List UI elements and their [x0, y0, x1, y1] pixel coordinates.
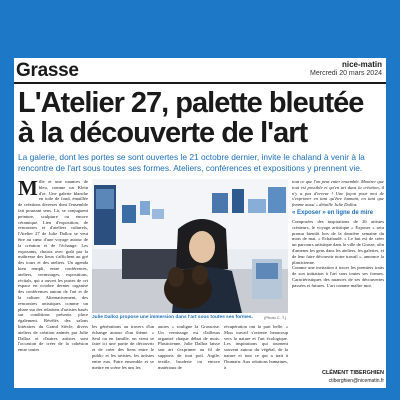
- article-column-1: [18, 179, 88, 388]
- photo-caption: Julie Dalloz propose une immersion dans l'art sous toutes ses formes.: [92, 315, 253, 320]
- headline-line-2: à la découverte de l'art: [18, 117, 308, 149]
- section-title: Grasse: [16, 60, 79, 81]
- subheading: « Exposer » en ligne de mire: [292, 209, 374, 216]
- gallery-photo-illustration: [92, 179, 288, 313]
- lower-column-2: autres » souligne la Grassoise. Un vernissage est d'ailleurs organisé chaque début de mois. Plasticienne, Julie Dalloz laisse son art s'exprimer au fil de supports de tout poil. Argile, textile, broderie ou encore matériaux de: [158, 324, 220, 370]
- author-email: ctiberghien@nicematin.fr: [328, 378, 384, 384]
- right-column-paragraph-2: Composées des inspirations de 26 artistes créateurs, le voyage artistique « Exposer » sera promu bientôt lors de la dernière semaine du mois de mai. « Echafaudé. » Le but est de créer un parcours artistique dans la ville de Grasse, afin d'amener les gens dans les ateliers, les galeries, et de leur faire découvrir notre travail », annonce la plasticienne.: [292, 218, 384, 265]
- headline: [18, 88, 384, 148]
- author-signature: CLÉMENT TIBERGHIEN: [321, 370, 384, 376]
- newspaper-brand: nice-matin: [341, 60, 382, 69]
- column-1-text: ille et une nuances de bleu, comme un Klein d'or. Une galerie blanche en toile de fond, émaillée de créations diverses dont l'ensemble fait pourtant sens. Là, se conjuguent peinture, sculpture ou encore céramique. Lieu d'exposition, de rencontres et d'ateliers culturels, l'Atelier 27 de Julie Dalloz se veut être au cœur d'une voyage autour de la création et de l'échange. Les exposants, choisis avec goût par la maîtresse des lieux s'affichent au gré des tours et des ateliers. Un agenda bien rempli, entre conférences, ateliers, vernissages, expositions, récitals, qui a ouvert les portes de cet espace en octobre dernier organise des conférences autour de l'art et de la culture. Alternativement, des rencontres artistiques comme un phare sur des relations d'artistes basés sur conditions présents place également. Révélés des salons littéraires du Grand Siècle, divers ateliers de création animés par Julie Dalloz et d'autres artistes sont l'occasion de créer de la cohésion entre toutes: [18, 179, 88, 353]
- headline-line-1: L'Atelier 27, palette bleutée: [18, 87, 364, 119]
- issue-date: Mercredi 20 mars 2024: [310, 70, 382, 77]
- lower-column-1: les générations au travers d'un échange autour d'un thème. « Seul ou en famille, on vient se faire ici une partie de découvrir et de créer des liens entre le public et les artistes, les artistes entre eux. Faire ensemble et se mettre en scène les uns les: [92, 324, 154, 370]
- lead-paragraph: La galerie, dont les portes se sont ouvertes le 21 octobre dernier, invite le chaland à venir à la rencontre de l'art sous toutes ses formes. Ateliers, conférences et expositions y prennent vie.: [18, 152, 365, 173]
- article-photo: [92, 179, 288, 313]
- newspaper-page: [14, 58, 386, 388]
- right-column-paragraph-3: Comme une invitation à tracer les premiers traits de son initiation à l'art sous toutes ses formes. Caractéristiques des nuances de ses découvertes passées et futures. L'art comme maître mot.: [292, 265, 384, 288]
- article-column-right: [292, 179, 384, 388]
- photo-credit: (Photo C. T.): [264, 315, 287, 320]
- drop-cap: M: [18, 179, 38, 200]
- right-column-paragraph-1: tout ce que l'on peut enter ensemble. Montrer que tout est possible et qu'en art dans la création, il n'y a pas d'erreur ! Une façon pour moi de s'exprimer en tant qu'être humain, en tant que femme aussi » détaille Julie Dalloz.: [292, 179, 384, 208]
- masthead: [14, 58, 386, 84]
- lower-column-3: récupération ont la part belle. « Mon travail s'oriente beaucoup vers la nature et l'art écologique. Les inspirations qui tournent souvent autour du végétal, de la nature et tout ce qui a trait à l'humain. Aux relations humaines, à: [224, 324, 288, 370]
